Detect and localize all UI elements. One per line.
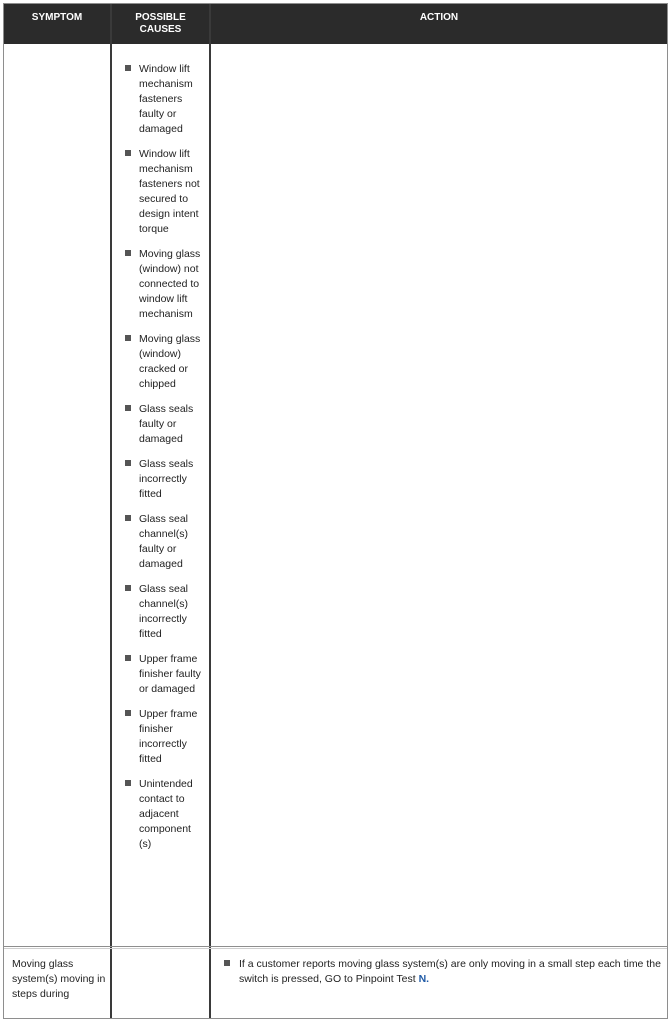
cause-item [112,332,206,392]
bullet-icon [125,585,131,591]
symptom-text: Moving glass system(s) moving in steps during [12,958,106,1000]
possible-causes-list [112,62,206,862]
cause-item [112,582,206,642]
cause-item [112,147,206,237]
diagnostic-table [3,3,668,1019]
cause-text: Window lift mechanism fasteners faulty or damaged [139,63,193,135]
column-divider [209,4,211,1018]
bullet-icon [125,655,131,661]
bullet-icon [125,65,131,71]
cause-text: Glass seals incorrectly fitted [139,458,194,500]
bullet-icon [125,515,131,521]
row-divider [4,946,667,947]
cause-text: Glass seal channel(s) incorrectly fitted [139,583,189,640]
pinpoint-test-link[interactable]: N. [418,973,430,985]
cause-text: Upper frame finisher incorrectly fitted [139,708,198,765]
cause-item [112,512,206,572]
action-text: If a customer reports moving glass system(s) are only moving in a small step each time the switch is pressed, GO to Pinpoint Test [239,958,661,985]
cause-item [112,652,206,697]
action-item [239,957,664,987]
header-causes-text: POSSIBLE CAUSES [135,12,186,35]
row-divider [4,948,667,949]
cause-text: Glass seal channel(s) faulty or damaged [139,513,189,570]
table-header [4,4,667,44]
cause-text: Unintended contact to adjacent component (s) [139,778,193,850]
cause-item [112,707,206,767]
bullet-icon [125,460,131,466]
header-action: ACTION [419,12,459,23]
cause-text: Upper frame finisher faulty or damaged [139,653,201,695]
bullet-icon [125,335,131,341]
header-possible-causes [111,4,210,44]
cause-item [112,247,206,322]
cause-item [112,457,206,502]
bullet-icon [125,710,131,716]
cause-text: Moving glass (window) not connected to window lift mechanism [139,248,201,320]
cause-text: Moving glass (window) cracked or chipped [139,333,201,390]
cause-text: Glass seals faulty or damaged [139,403,194,445]
cause-item [112,777,206,852]
cause-item [112,62,206,137]
bullet-icon [125,250,131,256]
bullet-icon [125,150,131,156]
cause-text: Window lift mechanism fasteners not secured to design intent torque [139,148,200,235]
bullet-icon [224,960,230,966]
bullet-icon [125,405,131,411]
bullet-icon [125,780,131,786]
cause-item [112,402,206,447]
header-symptom: SYMPTOM [31,12,83,23]
